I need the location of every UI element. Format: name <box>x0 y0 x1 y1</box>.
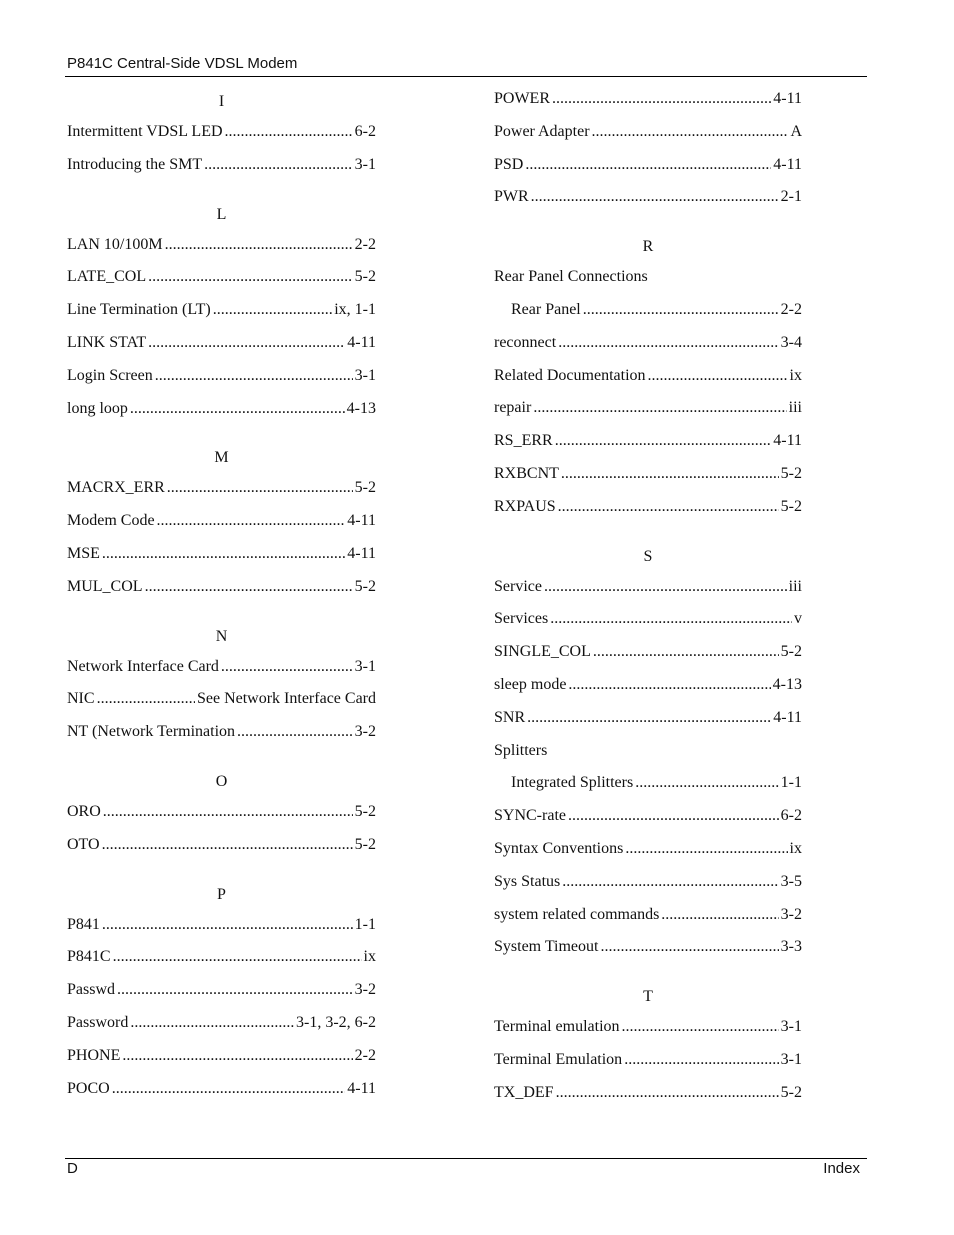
index-term: Power Adapter <box>494 122 590 140</box>
page-reference: 4-11 <box>773 90 802 107</box>
index-entry <box>494 1082 802 1104</box>
index-term: LINK STAT <box>67 333 147 351</box>
index-letter-heading: S <box>643 547 653 565</box>
page-reference: 3-1 <box>354 366 376 384</box>
page-reference: 4-13 <box>772 675 802 693</box>
index-entry <box>67 510 376 532</box>
index-term: PWR <box>494 188 529 206</box>
index-letter-heading: P <box>217 885 226 903</box>
index-term: RS_ERR <box>494 432 553 450</box>
index-term: RXBCNT <box>494 464 559 482</box>
index-column-right <box>494 88 802 1115</box>
index-entry <box>494 496 802 518</box>
dot-leader <box>600 936 778 958</box>
index-term: Line Termination (LT) <box>67 301 211 319</box>
dot-leader <box>122 1045 352 1067</box>
index-term: ORO <box>67 802 101 820</box>
dot-leader <box>661 904 778 926</box>
page-reference: 5-2 <box>354 479 376 497</box>
index-entry <box>494 608 802 630</box>
index-entry <box>67 154 376 176</box>
index-term: Sys Status <box>494 872 561 890</box>
dot-leader <box>97 688 195 710</box>
index-term: Services <box>494 610 549 628</box>
page-reference: 3-1 <box>354 155 376 173</box>
index-term: Intermittent VDSL LED <box>67 123 223 140</box>
index-entry <box>67 1078 376 1100</box>
dot-leader <box>556 1082 779 1104</box>
page-reference: 2-2 <box>354 1046 376 1064</box>
dot-leader <box>593 641 779 663</box>
index-entry <box>67 946 376 968</box>
page-reference: 3-2 <box>780 905 802 923</box>
page-reference: iii <box>788 399 802 417</box>
dot-leader <box>148 332 345 354</box>
index-term: NT (Network Termination <box>67 723 236 741</box>
index-entry <box>67 656 376 678</box>
page-reference: 5-2 <box>780 497 802 515</box>
section-gap <box>67 754 376 768</box>
page-header: P841C Central-Side VDSL Modem <box>67 55 298 72</box>
page-reference: 5-2 <box>780 643 802 661</box>
dot-leader <box>167 477 353 499</box>
page-reference: 4-11 <box>773 155 802 173</box>
index-term: Service <box>494 577 542 595</box>
dot-leader <box>204 154 353 176</box>
index-term: OTO <box>67 835 100 853</box>
page-reference: 3-4 <box>780 333 802 351</box>
index-letter-heading: O <box>215 772 228 790</box>
index-term: SINGLE_COL <box>494 643 591 661</box>
index-entry <box>67 801 376 823</box>
page-reference: 3-3 <box>780 938 802 956</box>
index-entry <box>67 121 376 143</box>
dot-leader <box>527 707 771 729</box>
index-entry <box>67 914 376 936</box>
index-entry <box>494 740 802 762</box>
index-term: LAN 10/100M <box>67 235 163 253</box>
index-entry <box>67 365 376 387</box>
dot-leader <box>648 365 788 387</box>
index-entry <box>494 871 802 893</box>
footer-rule <box>65 1158 867 1159</box>
page-reference: 4-11 <box>773 708 802 726</box>
dot-leader <box>157 510 346 532</box>
page-reference: 4-11 <box>347 333 376 351</box>
index-letter-heading: N <box>215 627 228 645</box>
dot-leader <box>221 656 353 678</box>
dot-leader <box>525 154 771 176</box>
index-entry <box>67 234 376 256</box>
index-term: Rear Panel <box>511 300 581 318</box>
page-reference: 4-11 <box>347 544 376 562</box>
dot-leader <box>635 772 778 794</box>
index-entry <box>494 121 802 143</box>
index-term: SYNC-rate <box>494 807 566 825</box>
index-entry <box>494 904 802 926</box>
index-entry <box>494 1049 802 1071</box>
index-entry <box>494 674 802 696</box>
dot-leader <box>531 186 779 208</box>
index-term: TX_DEF <box>494 1083 554 1101</box>
index-term: repair <box>494 399 532 417</box>
index-entry <box>494 397 802 419</box>
index-term: Password <box>67 1013 129 1031</box>
page-reference: 6-2 <box>354 123 376 140</box>
index-term: P841 <box>67 915 100 933</box>
index-entry <box>494 332 802 354</box>
dot-leader <box>130 1012 294 1034</box>
page-reference: ix <box>789 839 802 857</box>
index-entry <box>494 805 802 827</box>
index-column-left <box>67 88 376 1110</box>
dot-leader <box>550 608 792 630</box>
index-term: NIC <box>67 690 95 708</box>
section-gap <box>67 187 376 201</box>
dot-leader <box>592 121 789 143</box>
index-entry <box>67 576 376 598</box>
page-reference: A <box>790 122 802 140</box>
footer-section-title: Index <box>823 1160 860 1177</box>
index-term: POWER <box>494 90 550 107</box>
index-entry <box>67 299 376 321</box>
page-reference: 2-2 <box>354 235 376 253</box>
index-entry <box>67 477 376 499</box>
index-entry <box>67 721 376 743</box>
index-entry <box>494 576 802 598</box>
dot-leader <box>552 88 771 110</box>
page-reference: ix <box>363 948 376 966</box>
index-entry <box>494 641 802 663</box>
index-entry <box>67 834 376 856</box>
index-term: Network Interface Card <box>67 657 219 675</box>
page-reference: 1-1 <box>354 915 376 933</box>
index-entry <box>67 688 376 710</box>
index-entry <box>67 266 376 288</box>
index-entry <box>67 332 376 354</box>
page-reference: 3-1, 3-2, 6-2 <box>296 1013 376 1031</box>
index-term: LATE_COL <box>67 268 147 286</box>
page-reference: 5-2 <box>354 802 376 820</box>
index-term: PHONE <box>67 1046 121 1064</box>
page-reference: 3-5 <box>780 872 802 890</box>
index-entry <box>494 463 802 485</box>
index-entry <box>494 266 802 288</box>
index-term: Passwd <box>67 981 116 999</box>
index-term: Terminal emulation <box>494 1018 620 1036</box>
index-entry <box>67 1045 376 1067</box>
dot-leader <box>102 914 353 936</box>
page-reference: 1-1 <box>780 774 802 792</box>
index-term: system related commands <box>494 905 660 923</box>
section-gap <box>67 430 376 444</box>
index-letter-heading: I <box>218 93 225 110</box>
dot-leader <box>583 299 779 321</box>
index-term: MACRX_ERR <box>67 479 165 497</box>
index-term: Splitters <box>494 741 548 759</box>
page-reference: See Network Interface Card <box>196 690 376 708</box>
index-entry <box>67 1012 376 1034</box>
section-gap <box>494 529 802 543</box>
page-reference: 4-13 <box>346 399 376 417</box>
index-term: SNR <box>494 708 526 726</box>
dot-leader <box>148 266 353 288</box>
index-term: Related Documentation <box>494 366 646 384</box>
index-entry <box>494 365 802 387</box>
index-entry <box>67 979 376 1001</box>
dot-leader <box>237 721 353 743</box>
dot-leader <box>112 1078 346 1100</box>
dot-leader <box>558 332 778 354</box>
index-entry <box>494 88 802 110</box>
page-reference: 5-2 <box>354 577 376 595</box>
index-entry <box>494 772 802 794</box>
index-term: Rear Panel Connections <box>494 268 648 286</box>
dot-leader <box>225 121 353 143</box>
dot-leader <box>624 1049 778 1071</box>
footer-section-letter: D <box>67 1160 78 1177</box>
dot-leader <box>555 430 772 452</box>
index-entry <box>494 430 802 452</box>
page-reference: 4-11 <box>347 512 376 530</box>
page-reference: 6-2 <box>780 807 802 825</box>
page-reference: 5-2 <box>780 1083 802 1101</box>
page-reference: 5-2 <box>354 268 376 286</box>
page-reference: 4-11 <box>773 432 802 450</box>
dot-leader <box>102 834 353 856</box>
page-reference: 3-1 <box>780 1018 802 1036</box>
index-letter-heading: R <box>642 238 654 256</box>
index-entry <box>494 707 802 729</box>
index-entry <box>494 936 802 958</box>
page-reference: 5-2 <box>354 835 376 853</box>
dot-leader <box>622 1016 779 1038</box>
index-entry <box>67 398 376 420</box>
index-entry <box>494 186 802 208</box>
index-term: MUL_COL <box>67 577 143 595</box>
index-term: Terminal Emulation <box>494 1050 623 1068</box>
index-term: Syntax Conventions <box>494 839 624 857</box>
index-entry <box>494 299 802 321</box>
dot-leader <box>155 365 353 387</box>
index-term: PSD <box>494 155 524 173</box>
section-gap <box>494 969 802 983</box>
page-reference: 2-1 <box>780 188 802 206</box>
index-term: reconnect <box>494 333 557 351</box>
index-term: P841C <box>67 948 111 966</box>
dot-leader <box>544 576 787 598</box>
dot-leader <box>145 576 353 598</box>
page-reference: 2-2 <box>780 300 802 318</box>
dot-leader <box>117 979 353 1001</box>
page-reference: ix <box>789 366 802 384</box>
index-entry <box>494 154 802 176</box>
dot-leader <box>102 543 345 565</box>
index-letter-heading: L <box>216 205 227 223</box>
page-reference: ix, 1-1 <box>334 301 376 319</box>
page-reference: 4-11 <box>347 1079 376 1097</box>
dot-leader <box>113 946 362 968</box>
dot-leader <box>103 801 353 823</box>
dot-leader <box>533 397 786 419</box>
dot-leader <box>213 299 332 321</box>
index-term: System Timeout <box>494 938 599 956</box>
index-term: Introducing the SMT <box>67 155 203 173</box>
dot-leader <box>558 496 779 518</box>
index-letter-heading: T <box>643 988 653 1006</box>
index-term: Login Screen <box>67 366 153 384</box>
header-rule <box>65 76 867 77</box>
dot-leader <box>568 805 779 827</box>
index-term: RXPAUS <box>494 497 556 515</box>
section-gap <box>67 867 376 881</box>
index-term: MSE <box>67 544 100 562</box>
index-term: sleep mode <box>494 675 567 693</box>
index-entry <box>67 543 376 565</box>
dot-leader <box>130 398 345 420</box>
dot-leader <box>165 234 353 256</box>
page-reference: 5-2 <box>780 464 802 482</box>
section-gap <box>67 609 376 623</box>
index-term: Integrated Splitters <box>511 774 634 792</box>
dot-leader <box>568 674 770 696</box>
dot-leader <box>562 871 778 893</box>
index-term: long loop <box>67 399 128 417</box>
page-reference: 3-1 <box>354 657 376 675</box>
page-reference: v <box>794 610 802 628</box>
dot-leader <box>625 838 787 860</box>
index-term: Modem Code <box>67 512 155 530</box>
page-reference: 3-2 <box>354 981 376 999</box>
section-gap <box>494 219 802 233</box>
page-reference: 3-1 <box>780 1050 802 1068</box>
dot-leader <box>561 463 779 485</box>
index-entry <box>494 1016 802 1038</box>
index-letter-heading: M <box>214 449 229 467</box>
index-term: POCO <box>67 1079 110 1097</box>
page-reference: iii <box>788 577 802 595</box>
index-entry <box>494 838 802 860</box>
page-reference: 3-2 <box>354 723 376 741</box>
